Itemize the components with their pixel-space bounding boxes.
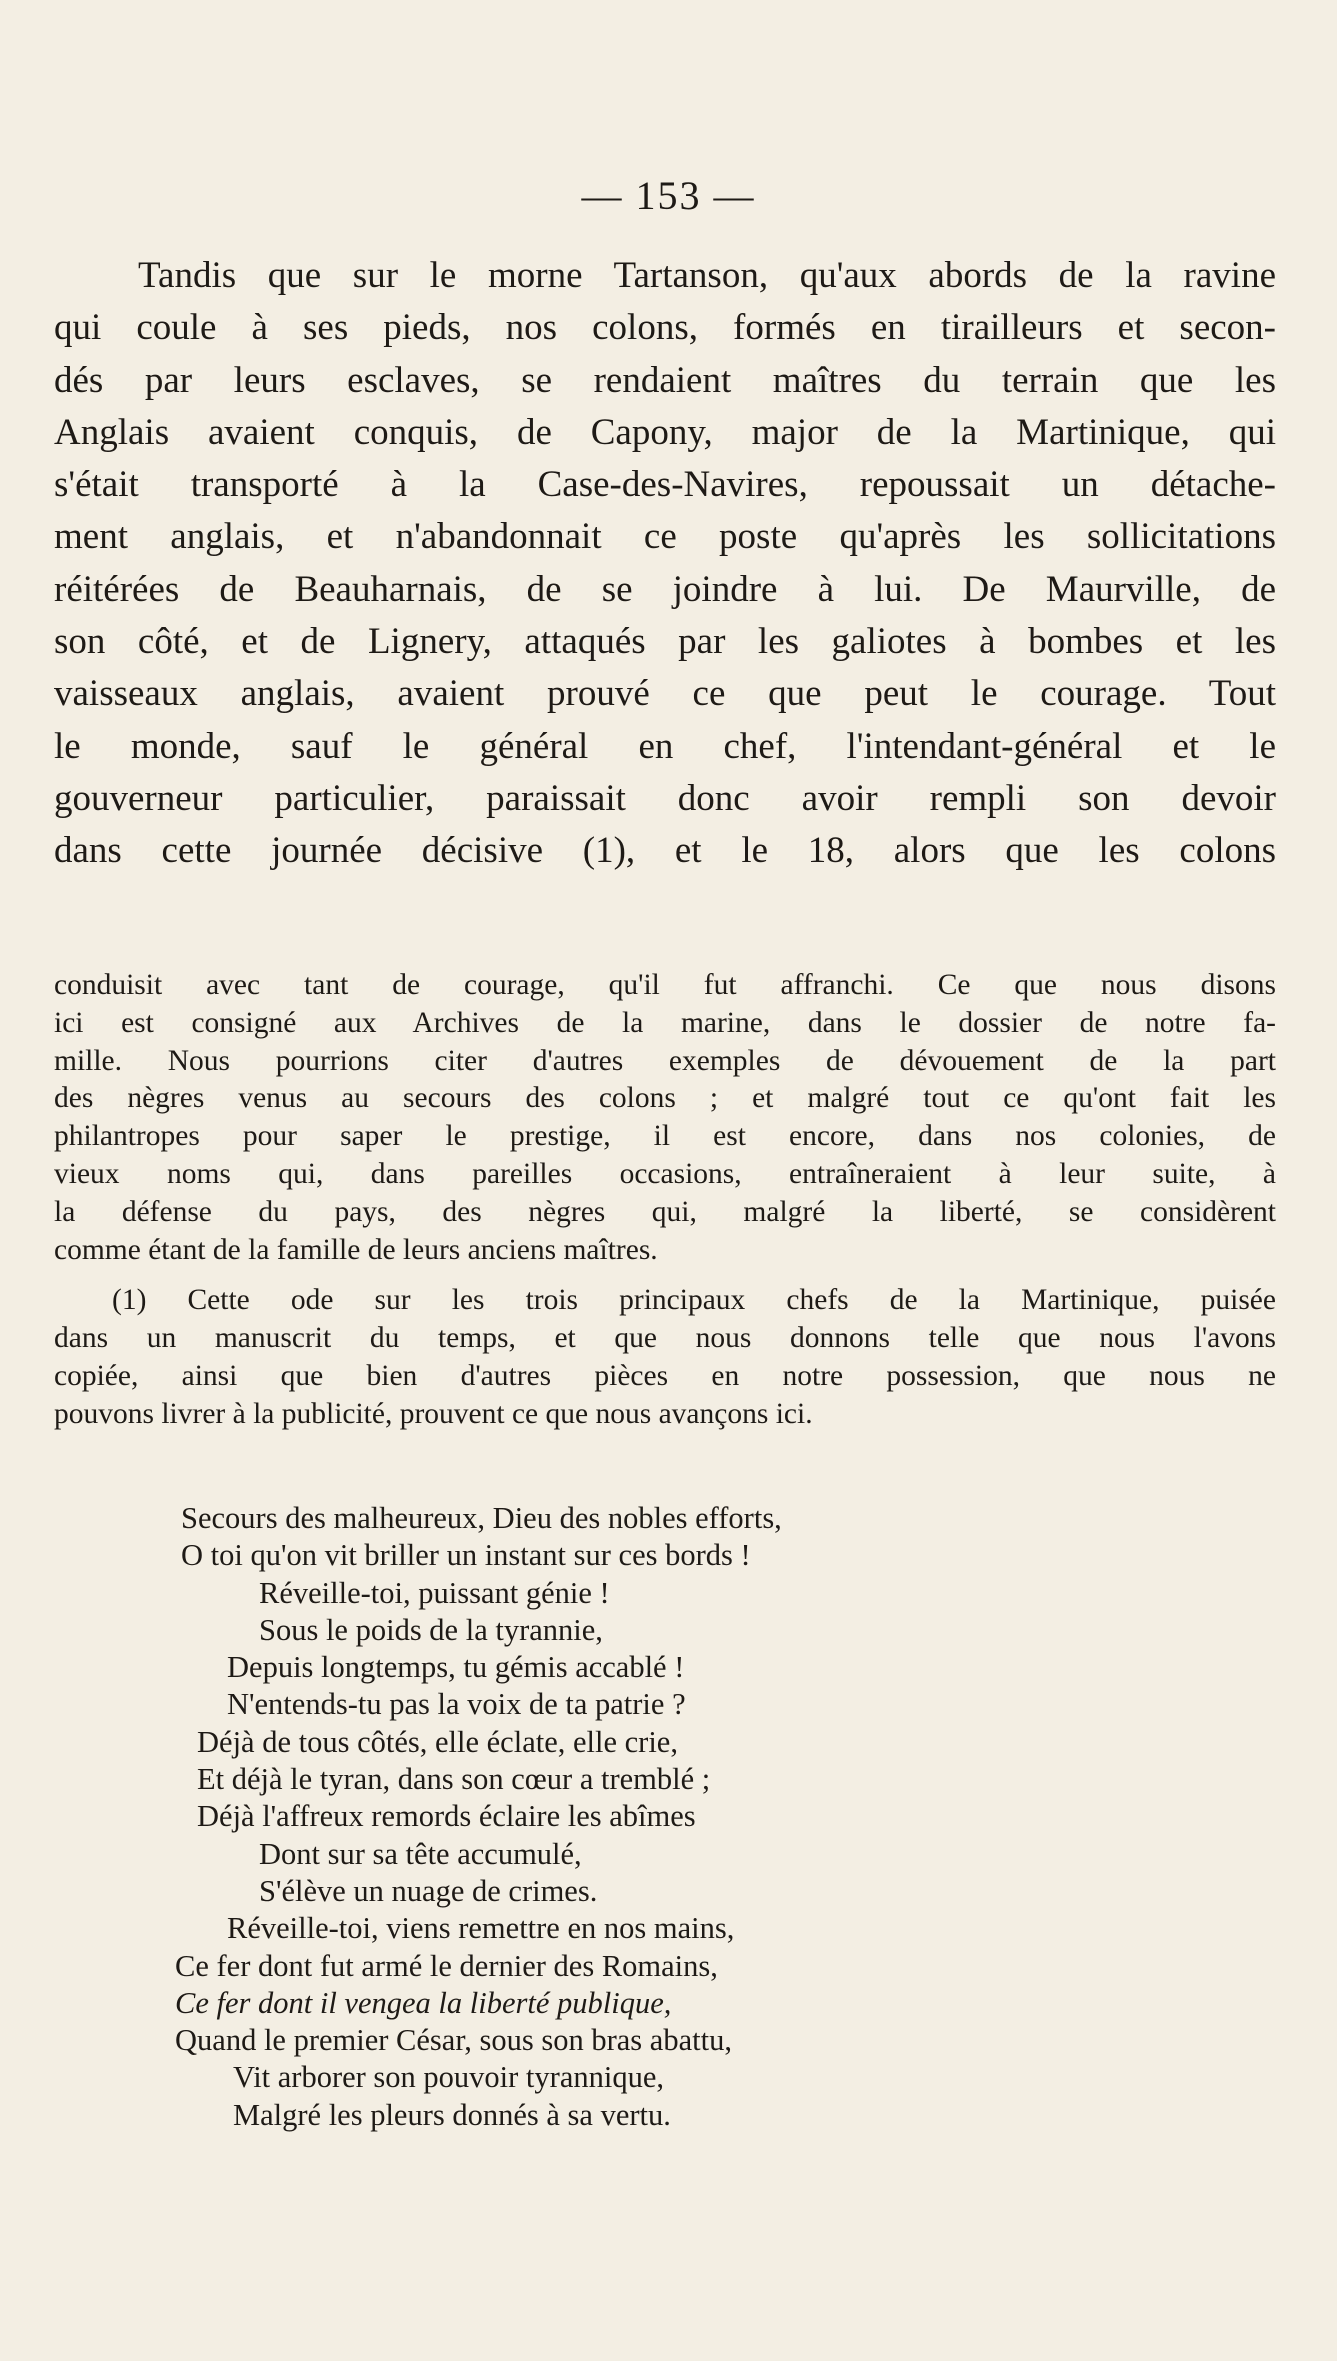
footnote-line: ici est consigné aux Archives de la marine, dans le dossier de notre fa- — [54, 1006, 1276, 1039]
poem-verse: Malgré les pleurs donnés à sa vertu. — [233, 2097, 671, 2132]
text-line: s'était transporté à la Case-des-Navires, repoussait un détache- — [54, 464, 1276, 506]
poem-verse: Depuis longtemps, tu gémis accablé ! — [227, 1650, 685, 1685]
poem-verse: Ce fer dont il vengea la liberté publique, — [175, 1985, 672, 2020]
poem-verse: Déjà de tous côtés, elle éclate, elle crie, — [197, 1724, 678, 1759]
footnote-line: dans un manuscrit du temps, et que nous donnons telle que nous l'avons — [54, 1322, 1276, 1355]
footnote-continuation — [54, 967, 1276, 1269]
text-line: dés par leurs esclaves, se rendaient maîtres du terrain que les — [54, 359, 1276, 401]
text-line: Tandis que sur le morne Tartanson, qu'aux abords de la ravine — [138, 255, 1276, 296]
text-line: Anglais avaient conquis, de Capony, major de la Martinique, qui — [54, 411, 1276, 453]
poem — [175, 1500, 782, 2134]
footnote-line: vieux noms qui, dans pareilles occasions, entraîneraient à leur suite, à — [54, 1157, 1276, 1190]
poem-verse: Quand le premier César, sous son bras abattu, — [175, 2023, 732, 2058]
text-line: dans cette journée décisive (1), et le 18, alors que les colons — [54, 830, 1276, 872]
text-line: qui coule à ses pieds, nos colons, formés en tirailleurs et secon- — [54, 307, 1276, 349]
text-line: son côté, et de Lignery, attaqués par les galiotes à bombes et les — [54, 621, 1276, 663]
text-line: gouverneur particulier, paraissait donc avoir rempli son devoir — [54, 777, 1276, 819]
text-line: réitérées de Beauharnais, de se joindre à lui. De Maurville, de — [54, 568, 1276, 610]
footnotes — [54, 967, 1276, 1434]
footnote-line: mille. Nous pourrions citer d'autres exemples de dévouement de la part — [54, 1044, 1276, 1077]
footnote-line: philantropes pour saper le prestige, il est encore, dans nos colonies, de — [54, 1120, 1276, 1153]
poem-verse: Réveille-toi, viens remettre en nos mains, — [227, 1911, 735, 1946]
poem-verse: Dont sur sa tête accumulé, — [259, 1836, 582, 1871]
footnote-line: pouvons livrer à la publicité, prouvent ce que nous avançons ici. — [54, 1397, 813, 1430]
poem-verse: S'élève un nuage de crimes. — [259, 1873, 598, 1908]
poem-verse: Et déjà le tyran, dans son cœur a tremblé ; — [197, 1762, 711, 1797]
poem-verse: O toi qu'on vit briller un instant sur ces bords ! — [181, 1538, 751, 1573]
footnote-line: la défense du pays, des nègres qui, malgré la liberté, se considèrent — [54, 1195, 1276, 1228]
footnote-1 — [54, 1282, 1276, 1433]
text-line: le monde, sauf le général en chef, l'intendant-général et le — [54, 725, 1276, 767]
footnote-line: des nègres venus au secours des colons ; et malgré tout ce qu'ont fait les — [54, 1082, 1276, 1115]
text-line: ment anglais, et n'abandonnait ce poste qu'après les sollicitations — [54, 516, 1276, 558]
poem-verse: Déjà l'affreux remords éclaire les abîmes — [197, 1799, 696, 1834]
main-text — [54, 250, 1276, 878]
page-number: — 153 — — [581, 173, 756, 218]
poem-verse: N'entends-tu pas la voix de ta patrie ? — [227, 1687, 686, 1722]
footnote-line: conduisit avec tant de courage, qu'il fut affranchi. Ce que nous disons — [54, 969, 1276, 1001]
poem-verse: Ce fer dont fut armé le dernier des Romains, — [175, 1948, 718, 1983]
footnote-line: comme étant de la famille de leurs anciens maîtres. — [54, 1233, 658, 1266]
poem-verse: Sous le poids de la tyrannie, — [259, 1612, 603, 1647]
footnote-line: (1) Cette ode sur les trois principaux chefs de la Martinique, puisée — [112, 1284, 1276, 1317]
footnote-line: copiée, ainsi que bien d'autres pièces en notre possession, que nous ne — [54, 1359, 1276, 1392]
poem-verse: Réveille-toi, puissant génie ! — [259, 1575, 610, 1610]
poem-verse: Secours des malheureux, Dieu des nobles efforts, — [181, 1501, 782, 1535]
poem-verse: Vit arborer son pouvoir tyrannique, — [233, 2060, 664, 2095]
text-line: vaisseaux anglais, avaient prouvé ce que peut le courage. Tout — [54, 673, 1276, 715]
